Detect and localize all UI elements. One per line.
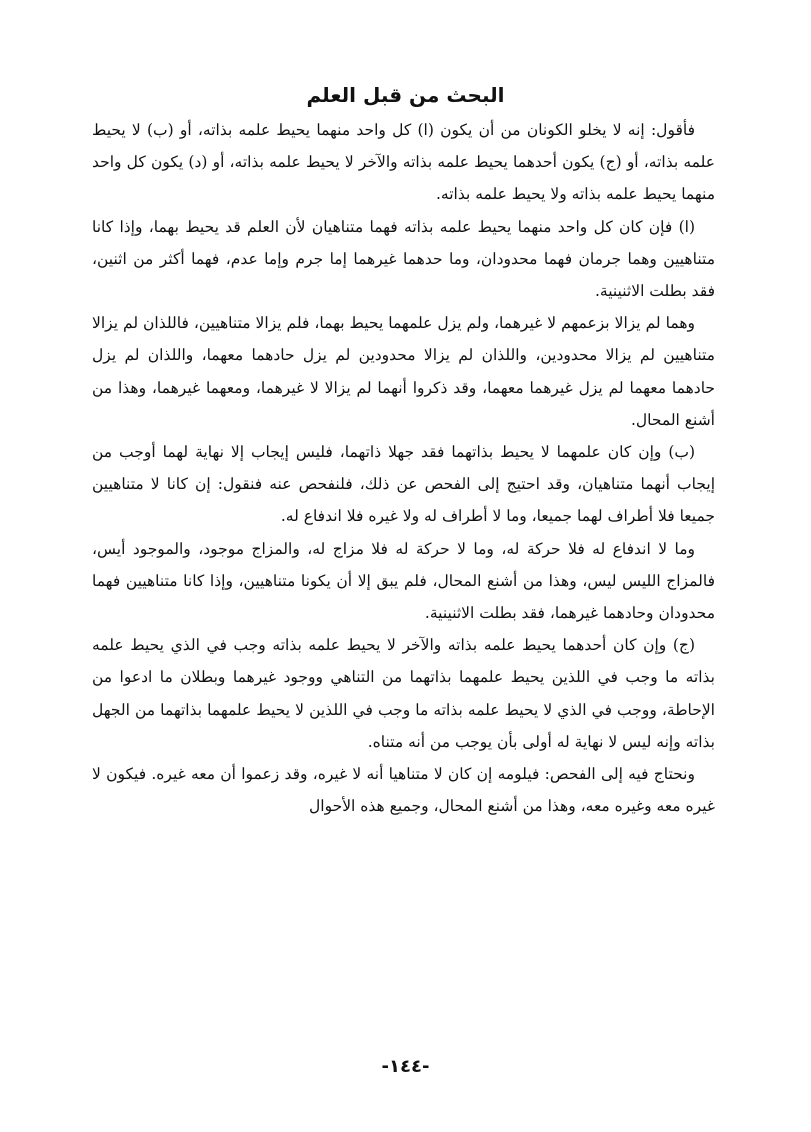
body-text: [92, 114, 715, 822]
paragraph: (ج) وإن كان أحدهما يحيط علمه بذاته والآخر لا يحيط علمه بذاته وجب في الذي يحيط علمه بذاته ما وجب في اللذين يحيط علمهما بذاتهما من التناهي ووجود غيرهما وبطلان ما ادعوا من الإحاطة، ووجب في الذي لا يحيط علمه بذاته ما وجب في اللذين لا يحيط علمهما بذاتهما من الجهل بذاته وإنه ليس لا نهاية له أولى بأن يوجب من أنه متناه.: [92, 636, 715, 751]
paragraph: (ب) وإن كان علمهما لا يحيط بذاتهما فقد جهلا ذاتهما، فليس إيجاب إلا نهاية لهما أوجب من إيجاب أنهما متناهيان، وقد احتيج إلى الفحص عن ذلك، فلنفحص عنه فنقول: إن كانا لا متناهيين جميعا فلا أطراف لهما جميعا، وما لا أطراف له ولا غيره فلا اندفاع له.: [92, 443, 715, 526]
paragraph: وما لا اندفاع له فلا حركة له، وما لا حركة له فلا مزاج له، والمزاج موجود، والموجود أيس، فالمزاج الليس ليس، وهذا من أشنع المحال، فلم يبق إلا أن يكونا متناهيين، وإذا كانا متناهيين فهما محدودان وحادهما غيرهما، فقد بطلت الاثنينية.: [92, 539, 715, 623]
paragraph: ونحتاج فيه إلى الفحص: فيلومه إن كان لا متناهيا أنه لا غيره، وقد زعموا أن معه غيره. فيكون لا غيره معه وغيره معه، وهذا من أشنع المحال، وجميع هذه الأحوال: [92, 765, 715, 816]
page-number: -١٤٤-: [381, 1056, 430, 1077]
paragraph: وهما لم يزالا بزعمهم لا غيرهما، ولم يزل علمهما يحيط بهما، فلم يزالا متناهيين، فاللذان لم يزالا متناهيين لم يزالا محدودين، واللذان لم يزالا محدودين لم يزل حادهما معهما، واللذان لم يزل حادهما معهما لم يزل غيرهما معهما، وقد ذكروا أنهما لم يزالا لا غيرهما، ومعهما غيرهما، وهذا من أشنع المحال.: [92, 314, 715, 429]
section-heading: البحث من قبل العلم: [306, 83, 505, 107]
paragraph: فأقول: إنه لا يخلو الكونان من أن يكون (ا) كل واحد منهما يحيط علمه بذاته، أو (ب) لا يحيط علمه بذاته، أو (ج) يكون أحدهما يحيط علمه بذاته والآخر لا يحيط علمه بذاته، أو (د) يكون كل واحد منهما يحيط علمه بذاته ولا يحيط علمه بذاته.: [92, 121, 715, 204]
paragraph: (ا) فإن كان كل واحد منهما يحيط علمه بذاته فهما متناهيان لأن العلم قد يحيط بهما، وإذا كانا متناهيين وهما جرمان فهما محدودان، وما حدهما غيرهما إما جرم وإما عدم، فهما أكثر من اثنين، فقد بطلت الاثنينية.: [92, 217, 715, 301]
